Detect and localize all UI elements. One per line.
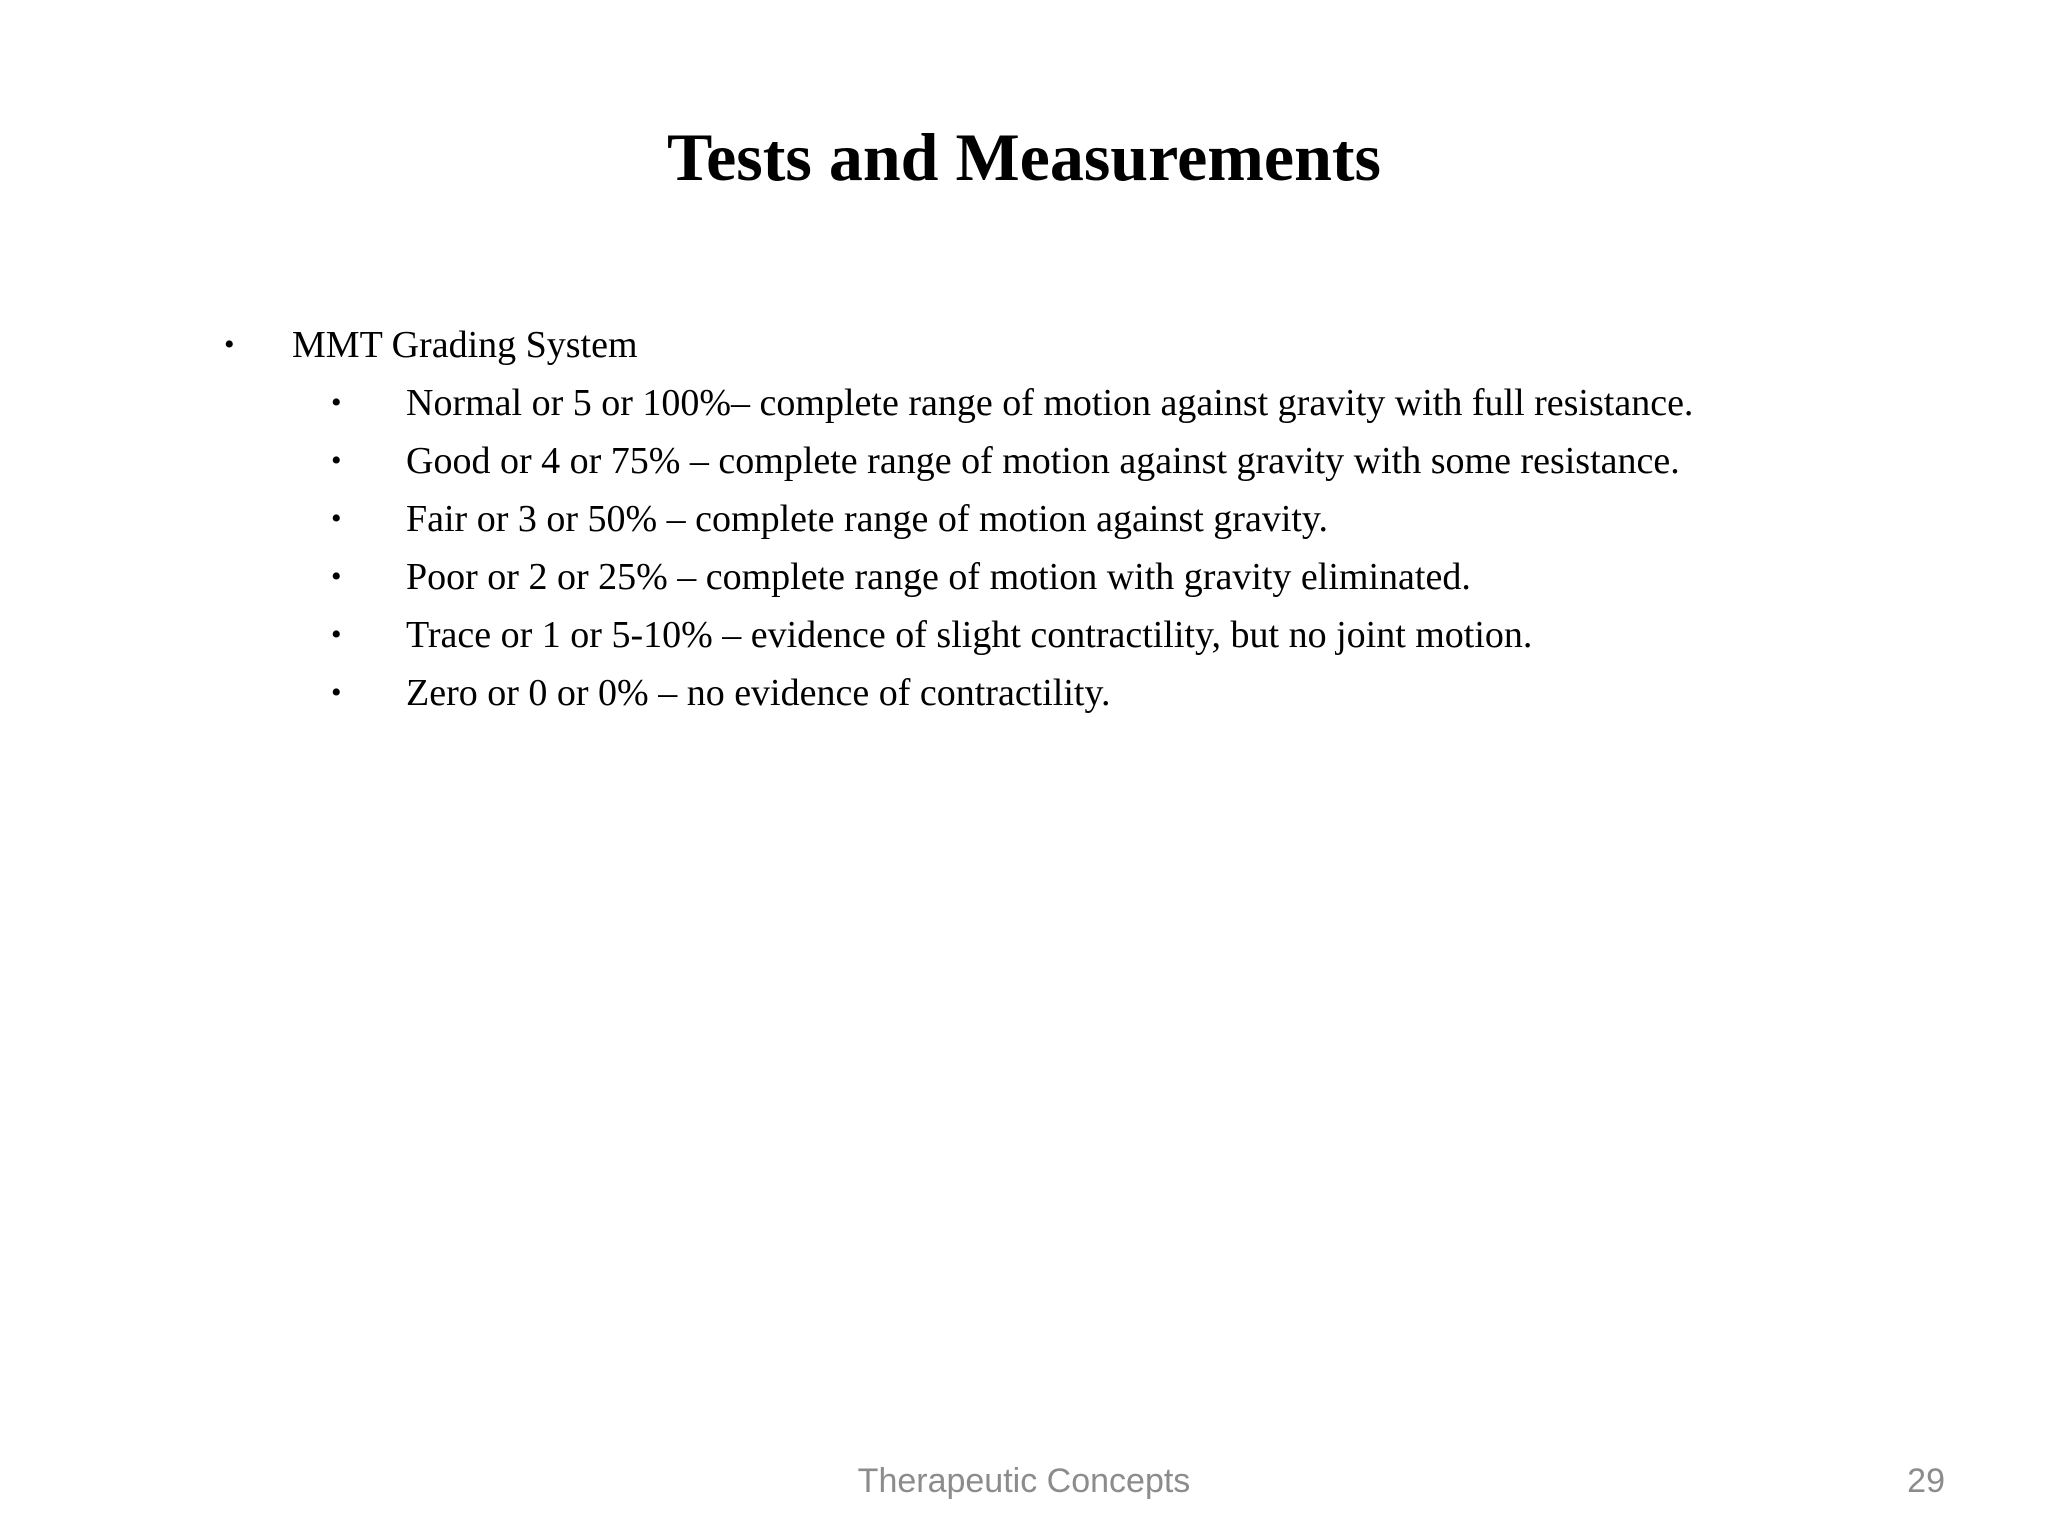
sub-list-item-label: Good or 4 or 75% – complete range of motion against gravity with some resistance. xyxy=(406,440,1680,482)
sub-list-item-label: Fair or 3 or 50% – complete range of motion against gravity. xyxy=(406,498,1328,540)
bullet-icon: • xyxy=(331,618,342,651)
slide-title: Tests and Measurements xyxy=(666,119,1382,195)
sub-list-item-label: Trace or 1 or 5-10% – evidence of slight contractility, but no joint motion. xyxy=(406,614,1533,656)
sub-list-item-label: Poor or 2 or 25% – complete range of motion with gravity eliminated. xyxy=(406,556,1471,598)
sub-list-item xyxy=(224,374,1924,432)
list-item-mmt-grading-system xyxy=(224,316,1924,374)
bullet-list xyxy=(224,316,1924,722)
footer-title: Therapeutic Concepts xyxy=(857,1462,1191,1500)
sub-list-item xyxy=(224,432,1924,490)
sub-list-item-label: Zero or 0 or 0% – no evidence of contractility. xyxy=(406,672,1111,714)
bullet-icon: • xyxy=(224,328,235,361)
page-number: 29 xyxy=(1907,1462,1945,1500)
bullet-icon: • xyxy=(331,502,342,535)
sub-list-item xyxy=(224,490,1924,548)
bullet-icon: • xyxy=(331,676,342,709)
list-item-label: MMT Grading System xyxy=(292,324,638,366)
sub-list-item xyxy=(224,548,1924,606)
sub-list-item-label: Normal or 5 or 100%– complete range of motion against gravity with full resistance. xyxy=(406,382,1694,424)
bullet-icon: • xyxy=(331,386,342,419)
bullet-icon: • xyxy=(331,560,342,593)
bullet-icon: • xyxy=(331,444,342,477)
sub-list-item xyxy=(224,606,1924,664)
sub-list-item xyxy=(224,664,1924,722)
